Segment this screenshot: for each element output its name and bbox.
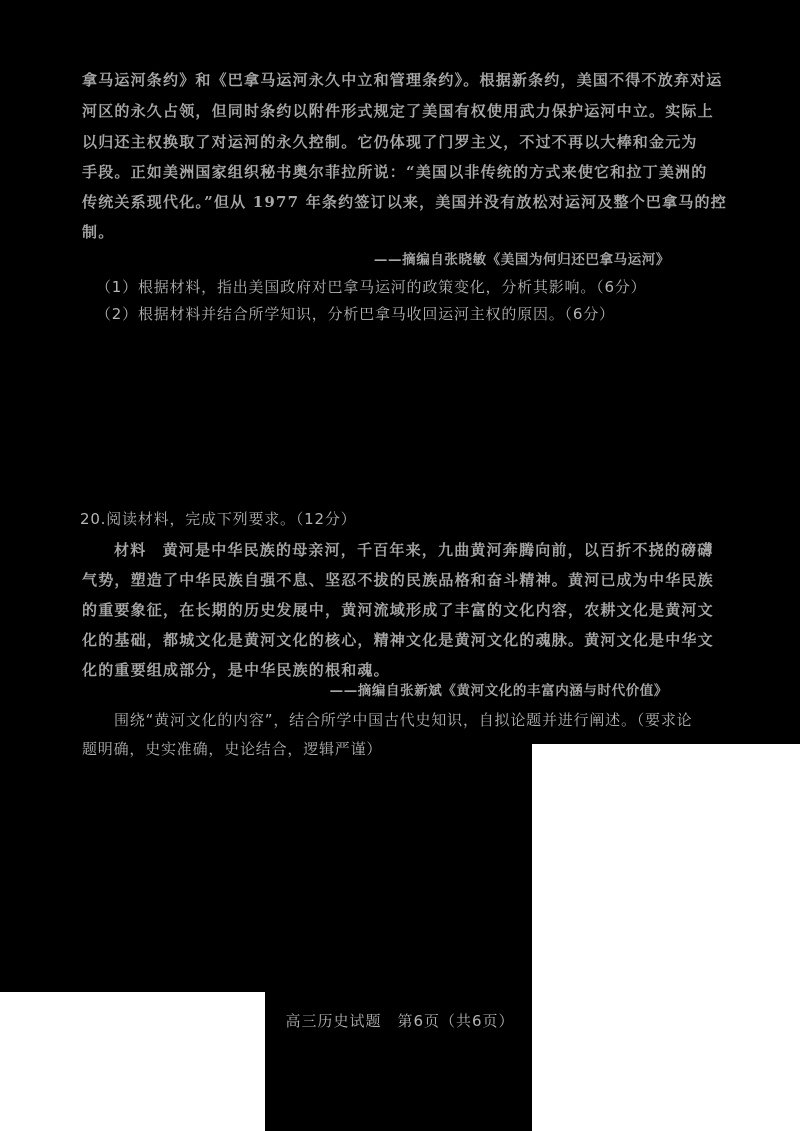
- s19-line-2: 河区的永久占领，但同时条约以附件形式规定了美国有权使用武力保护运河中立。实际上: [82, 102, 714, 120]
- page-footer: 高三历史试题 第6页（共6页）: [285, 1012, 515, 1030]
- s19-question-2: （2）根据材料并结合所学知识，分析巴拿马收回运河主权的原因。（6分）: [96, 305, 615, 323]
- s20-material-line-4: 化的基础，都城文化是黄河文化的核心，精神文化是黄河文化的魂脉。黄河文化是中华文: [82, 631, 714, 649]
- s19-question-1: （1）根据材料，指出美国政府对巴拿马运河的政策变化，分析其影响。（6分）: [96, 278, 647, 296]
- blank-region-right: [532, 744, 800, 1131]
- s20-citation: ——摘编自张新斌《黄河文化的丰富内涵与时代价值》: [329, 683, 668, 699]
- s20-material-line-5: 化的重要组成部分，是中华民族的根和魂。: [82, 661, 390, 679]
- s19-line-6: 制。: [82, 223, 115, 241]
- s19-line-5: 传统关系现代化。”但从 1977 年条约签订以来，美国并没有放松对运河及整个巴拿马的控: [82, 193, 727, 211]
- s19-citation: ——摘编自张晓敏《美国为何归还巴拿马运河》: [373, 252, 670, 268]
- s19-line-3: 以归还主权换取了对运河的永久控制。它仍体现了门罗主义，不过不再以大棒和金元为: [82, 133, 698, 151]
- s20-prompt-line-1: 围绕“黄河文化的内容”，结合所学中国古代史知识，自拟论题并进行阐述。（要求论: [114, 711, 693, 729]
- s19-line-1: 拿马运河条约》和《巴拿马运河永久中立和管理条约》。根据新条约，美国不得不放弃对运: [82, 71, 723, 89]
- s20-prompt-line-2: 题明确，史实准确，史论结合，逻辑严谨）: [82, 740, 383, 758]
- s20-material-line-1: 材料 黄河是中华民族的母亲河，千百年来，九曲黄河奔腾向前，以百折不挠的磅礴: [114, 541, 714, 559]
- s20-heading: 20.阅读材料，完成下列要求。（12分）: [80, 510, 357, 528]
- s20-material-line-3: 的重要象征，在长期的历史发展中，黄河流域形成了丰富的文化内容，农耕文化是黄河文: [82, 601, 714, 619]
- s20-material-line-2: 气势，塑造了中华民族自强不息、坚忍不拔的民族品格和奋斗精神。黄河已成为中华民族: [82, 571, 714, 589]
- s19-line-4: 手段。正如美洲国家组织秘书奥尔菲拉所说：“美国以非传统的方式来使它和拉丁美洲的: [82, 163, 708, 181]
